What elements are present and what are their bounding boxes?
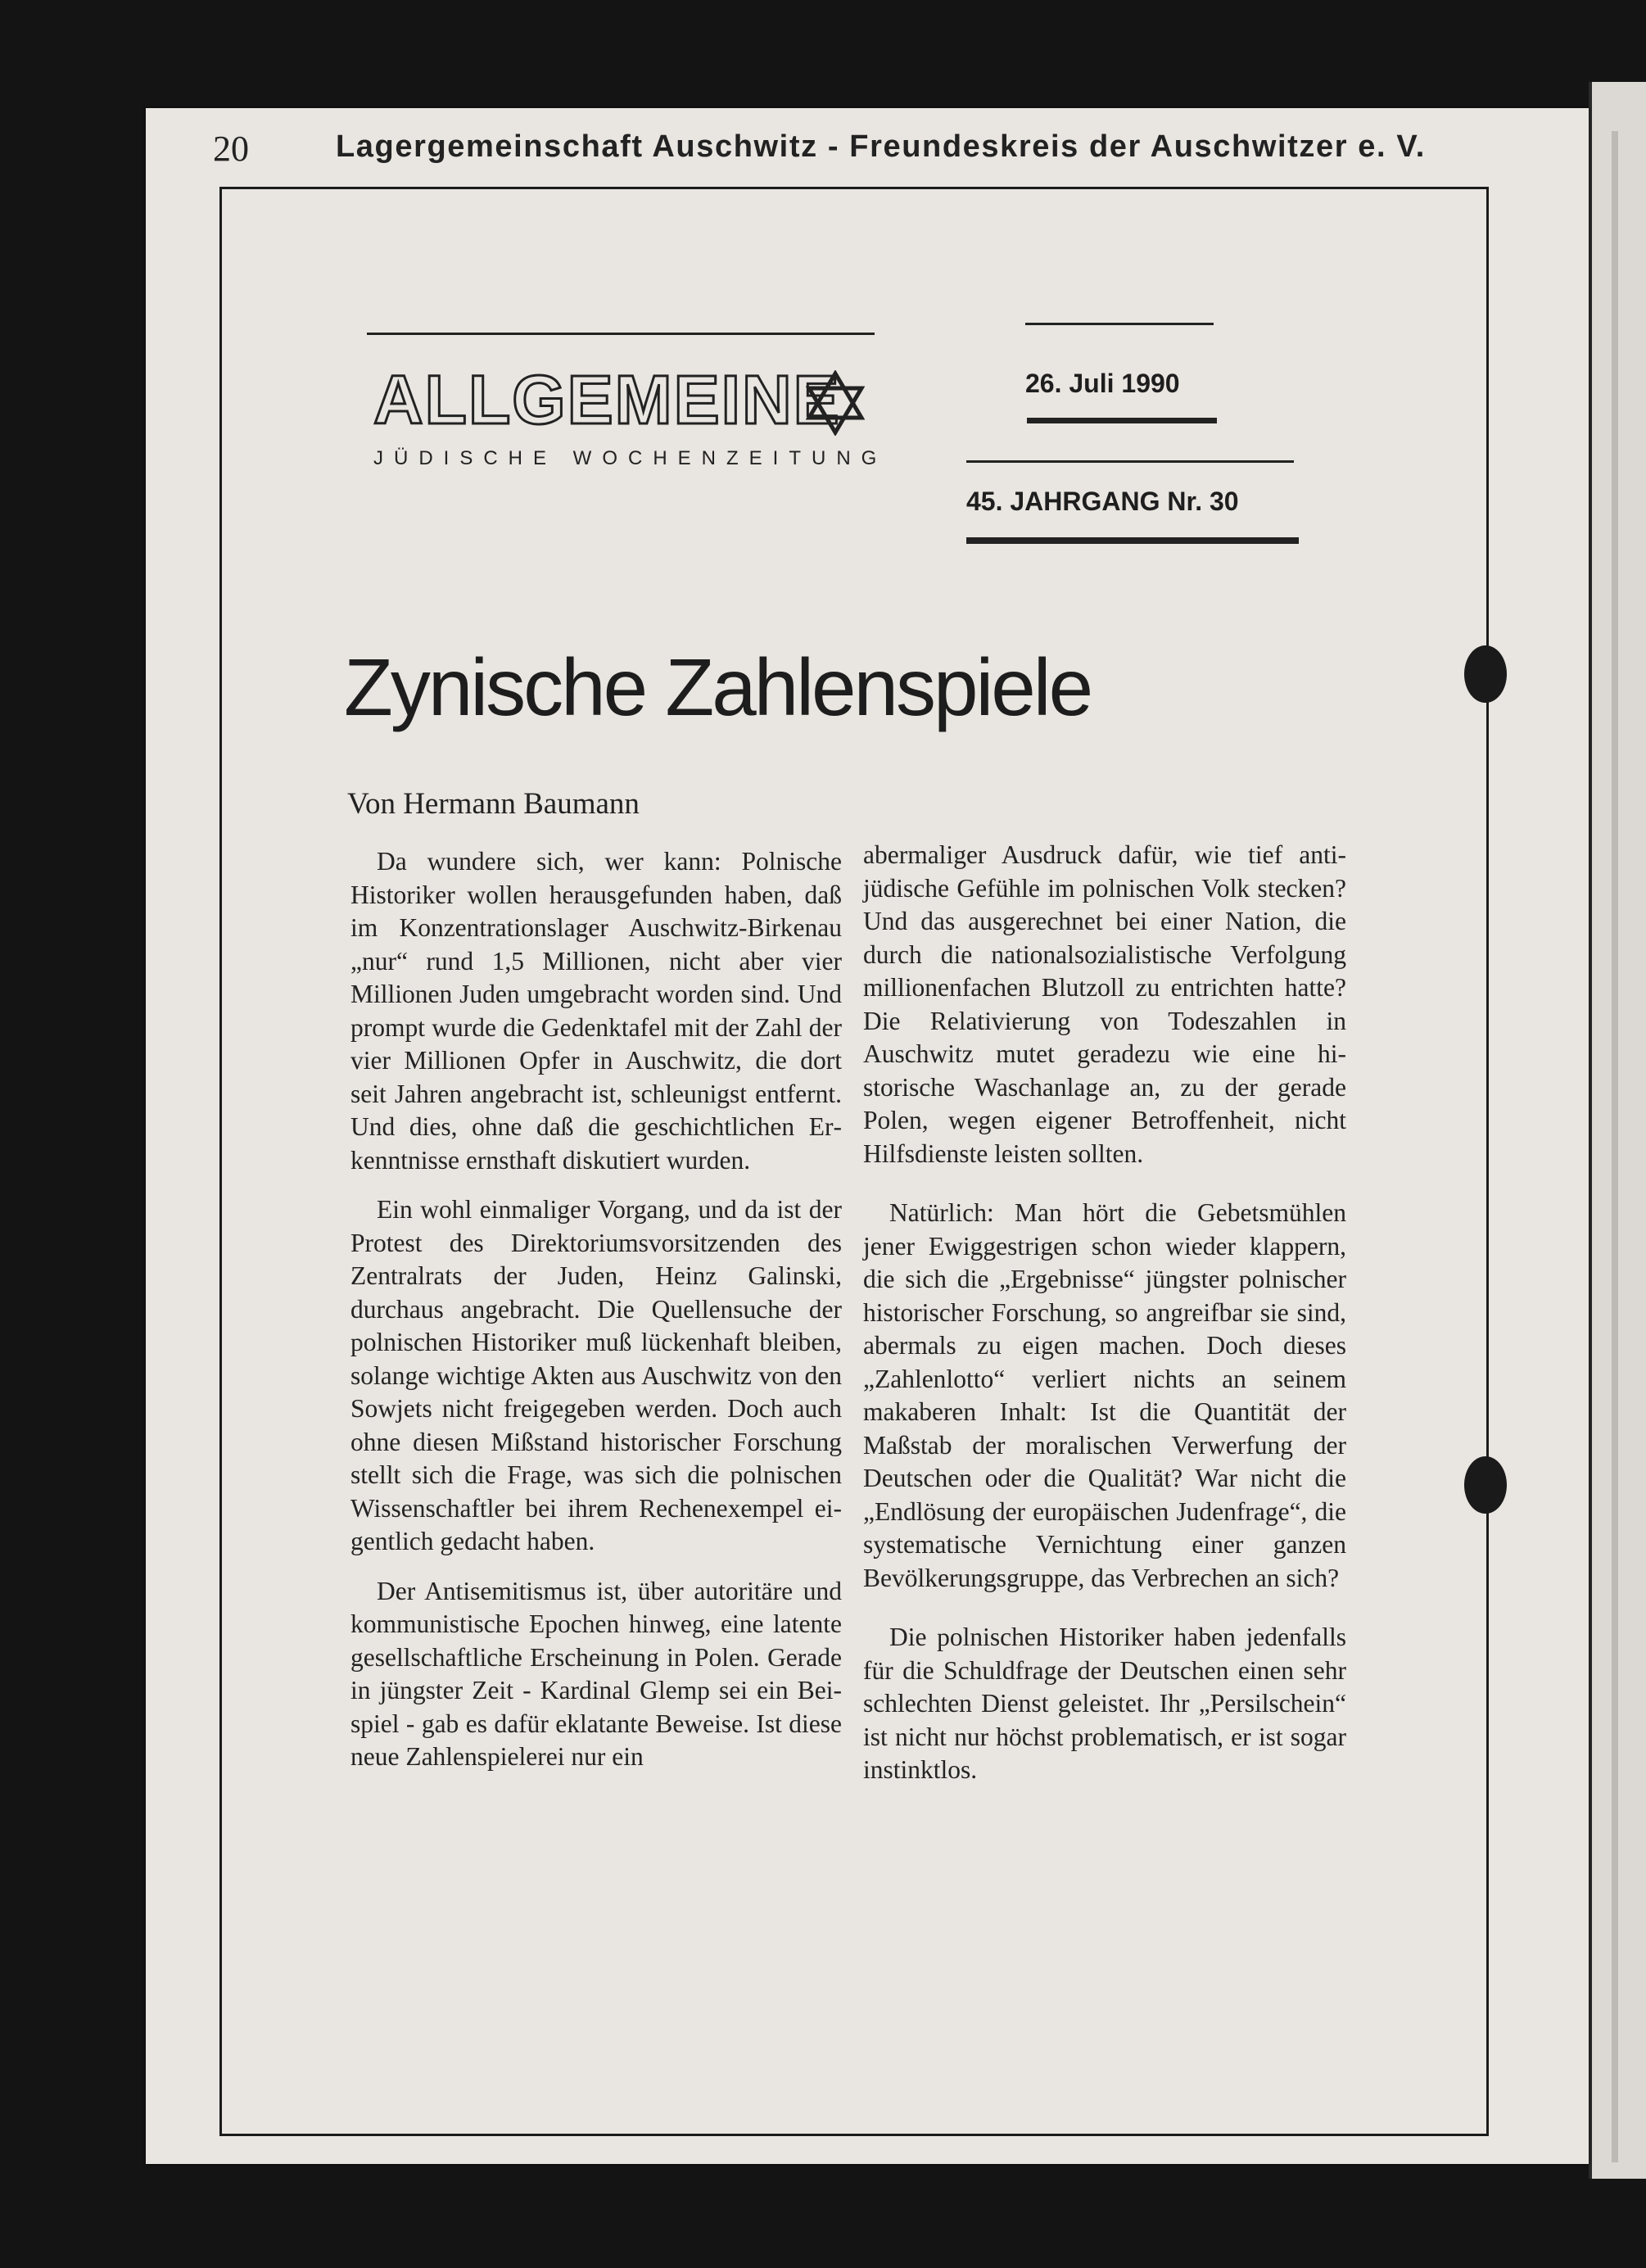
issue-number: 45. JAHRGANG Nr. 30: [966, 487, 1239, 516]
page-number: 20: [213, 129, 249, 169]
running-head-title: Lagergemeinschaft Auschwitz - Freundeskreis der Auschwitzer e. V.: [336, 129, 1426, 164]
running-head: [213, 128, 1589, 177]
paragraph: Ein wohl einmaliger Vorgang, und da ist der Protest des Direktoriumsvorsitzenden des Zentralrats der Juden, Heinz Galinski, durchaus angebracht. Die Quellensuche der polnischen Historiker muß lückenhaft bleiben, solange wichtige Akten aus Auschwitz von den Sowjets nicht freigegeben werden. Doch auch ohne diesen Mißstand historischer Forschung stellt sich die Frage, was sich die polnischen Wissenschaftler bei ihrem Rechenexempel eigentlich gedacht haben.: [350, 1195, 842, 1555]
paragraph: Da wundere sich, wer kann: Polnische Historiker wollen herausgefunden haben, daß im Konzentrationslager Auschwitz-Birkenau „nur“ rund 1,5 Millionen, nicht aber vier Millionen Juden umgebracht worden sind. Und prompt wurde die Gedenktafel mit der Zahl der vier Millionen Opfer in Auschwitz, die dort seit Jahren angebracht ist, schleunigst entfernt. Und dies, ohne daß die geschichtlichen Erkenntnisse ernsthaft diskutiert wurden.: [350, 847, 842, 1175]
date-top-rule: [1025, 323, 1214, 325]
adjacent-page: [1589, 82, 1646, 2179]
date-bottom-rule: [1027, 418, 1217, 423]
article-headline: Zynische Zahlenspiele: [344, 642, 1092, 732]
newspaper-subtitle: JÜDISCHE WOCHENZEITUNG: [373, 447, 888, 469]
article-right-column: [863, 839, 1346, 1804]
masthead: [373, 361, 1029, 578]
article-byline: Von Hermann Baumann: [347, 787, 640, 821]
masthead-top-rule: [367, 333, 875, 335]
binder-hole-lower: [1464, 1456, 1507, 1514]
article-left-column: [350, 845, 842, 1790]
page-fold: [1612, 131, 1618, 2162]
paragraph: Die polnischen Historiker haben jedenfalls für die Schuldfrage der Deutschen einen sehr schlechten Dienst geleistet. Ihr „Persilschein“ ist nicht nur höchst problematisch, er ist sogar instinktlos.: [863, 1623, 1346, 1784]
star-of-david-icon: [806, 370, 865, 436]
paragraph: abermaliger Ausdruck dafür, wie tief anti-jüdische Gefühle im polnischen Volk stecken? Und das ausgerechnet bei einer Nation, die durch die nationalsozialistische Verfolgung millionenfachen Blutzoll zu entrichten hatte? Die Relativierung von Todeszahlen in Auschwitz mutet geradezu wie eine historische Waschanlage an, zu der gerade Polen, wegen eigener Betroffenheit, nicht Hilfsdienste leisten sollten.: [863, 840, 1346, 1168]
binder-hole-upper: [1464, 645, 1507, 703]
paragraph: Der Antisemitismus ist, über autoritäre und kommunistische Epochen hinweg, eine latente gesellschaftliche Erscheinung in Polen. Gerade in jüngster Zeit - Kardinal Glemp sei ein Beispiel - gab es dafür eklatante Beweise. Ist diese neue Zahlenspielerei nur ein: [350, 1576, 842, 1771]
newspaper-name: ALLGEMEINE: [373, 361, 841, 438]
paragraph: Natürlich: Man hört die Gebetsmühlen jener Ewiggestrigen schon wieder klappern, die sich die „Ergebnisse“ jüngster polnischer historischer Forschung, so angreifbar sie sind, abermals zu eigen machen. Doch dieses „Zahlenlotto“ verliert nichts an seinem makaberen Inhalt: Ist die Quantität der Maßstab der moralischen Verwerfung der Deutschen oder die Qualität? War nicht die „Endlösung der europäischen Judenfrage“, die systematische Vernichtung einer ganzen Bevölkerungsgruppe, das Verbrechen an sich?: [863, 1198, 1346, 1592]
issue-date: 26. Juli 1990: [1025, 369, 1180, 398]
